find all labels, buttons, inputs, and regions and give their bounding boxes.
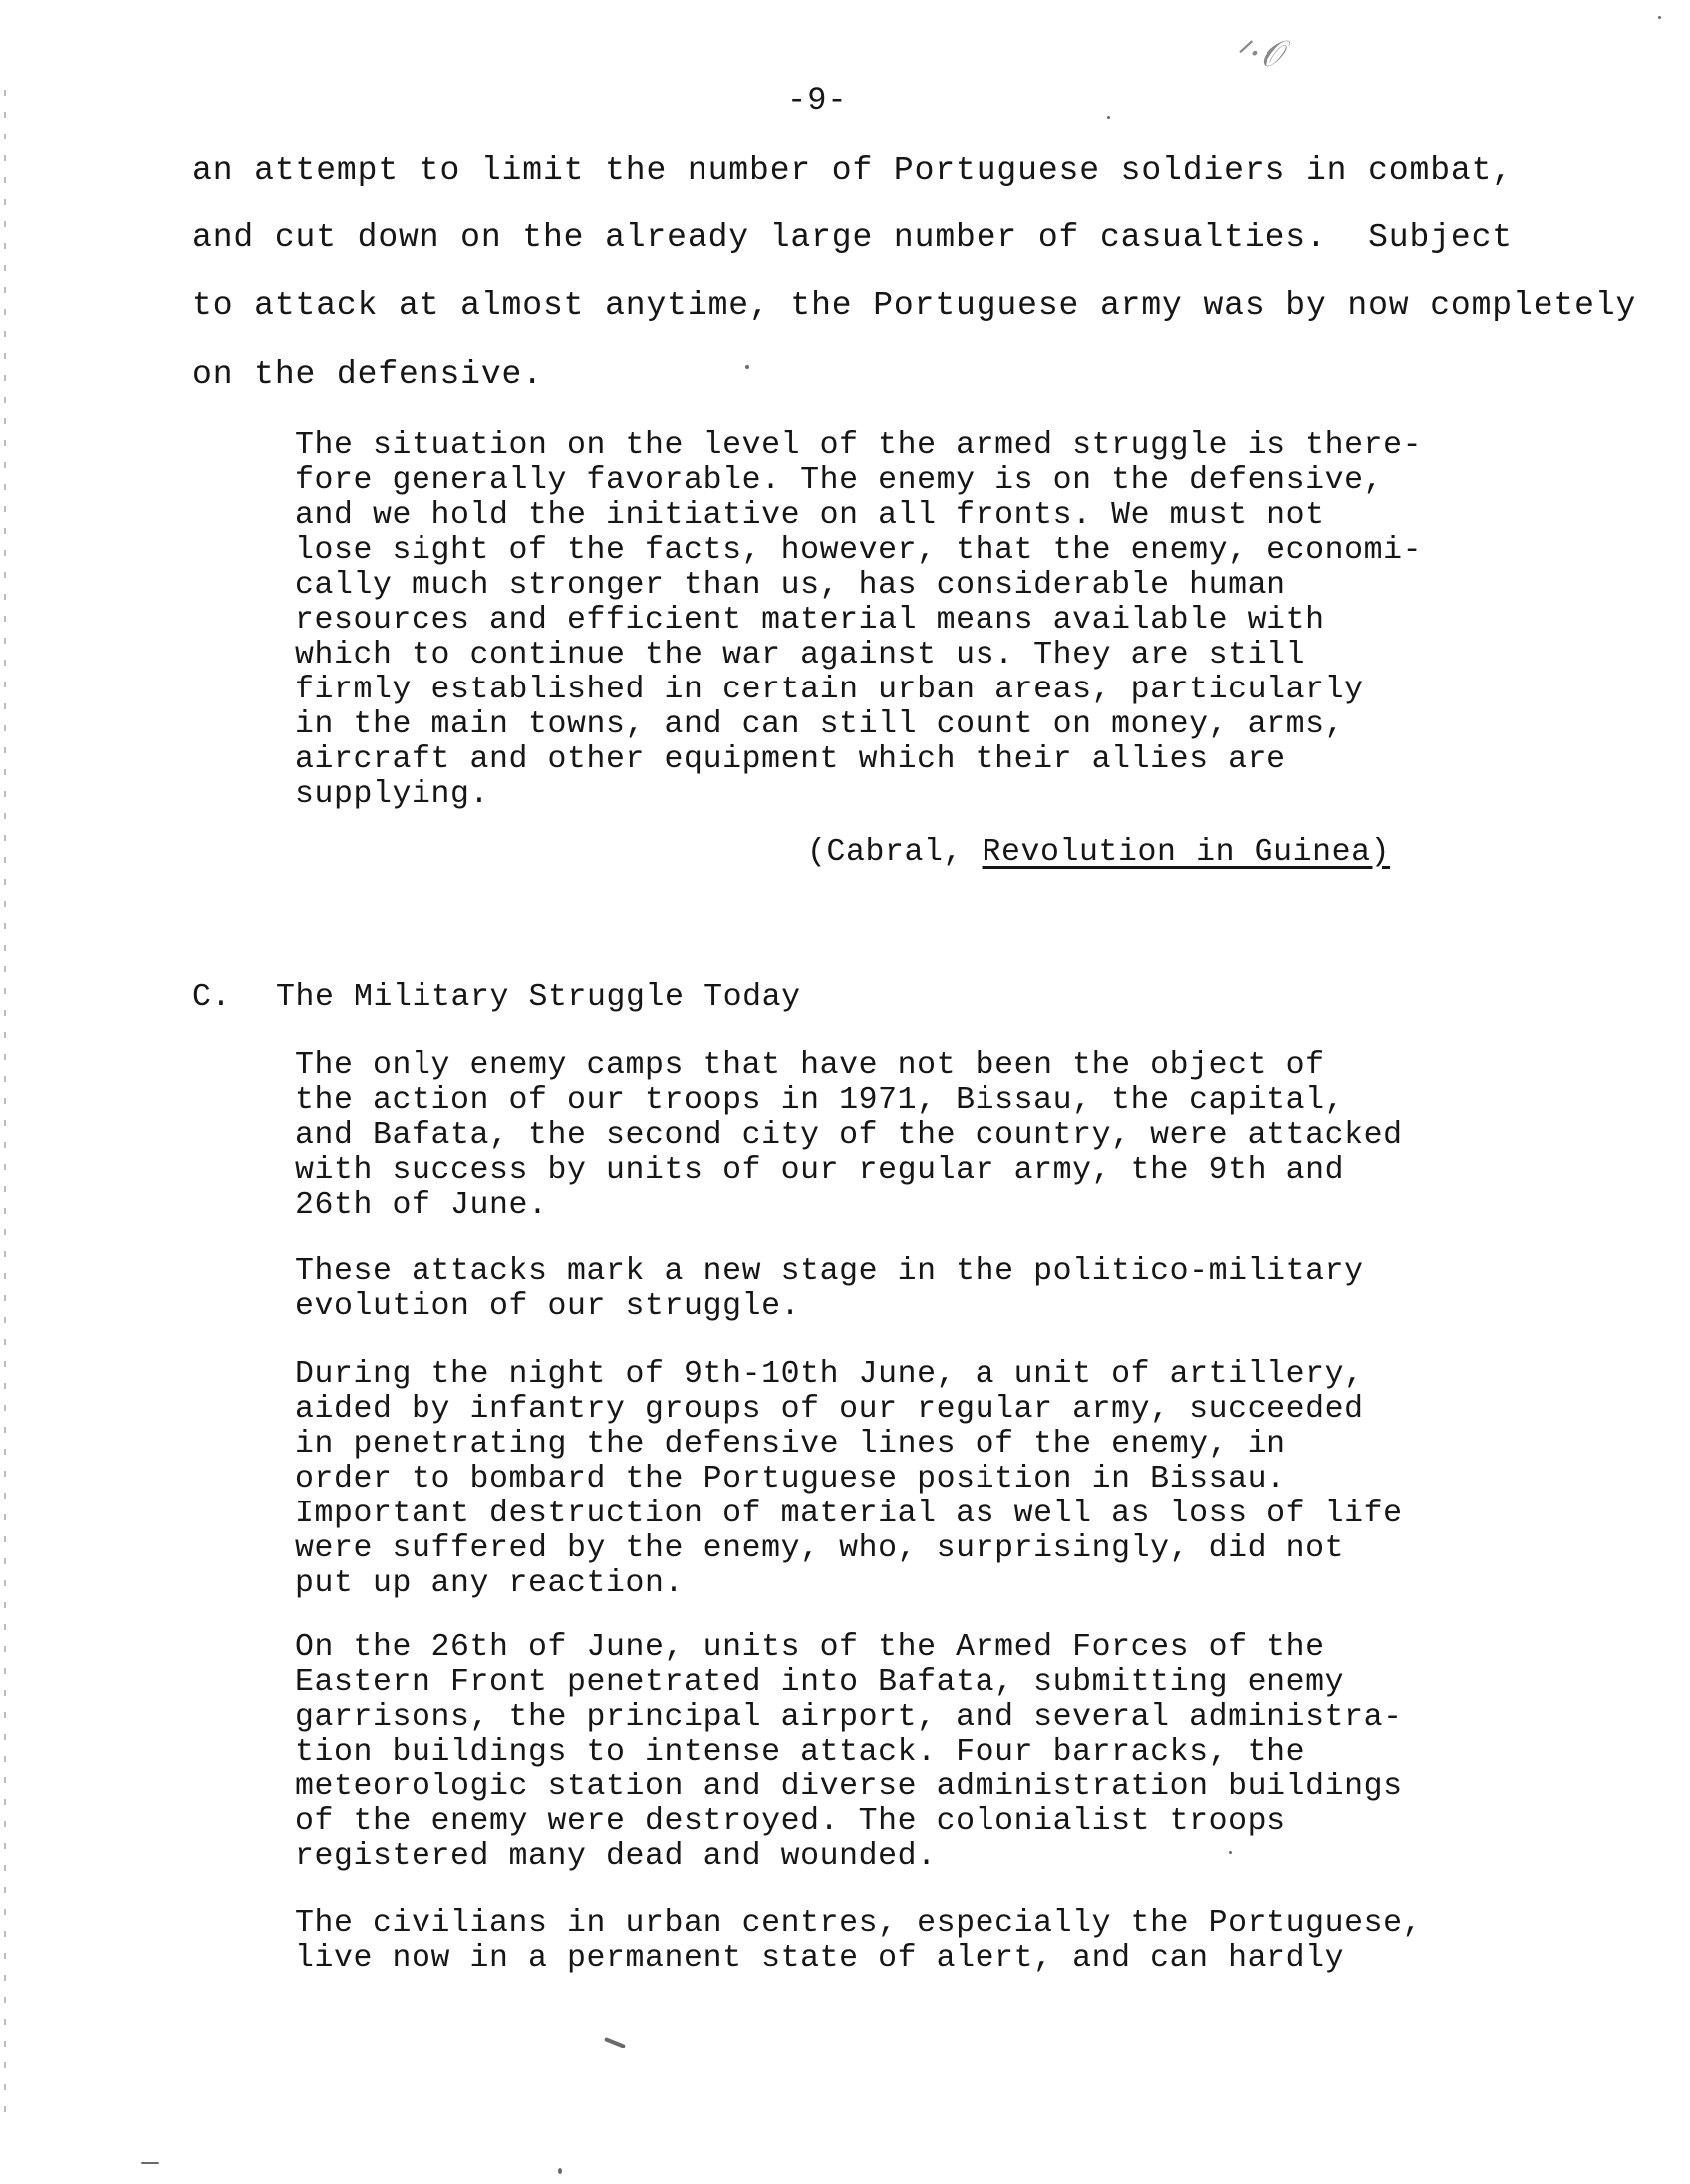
block-quote: The situation on the level of the armed struggle is there- fore generally favorable. The enemy is on the defensive, and we hold the initiative on all fronts. We must not lose sight of the facts, however, that the enemy, economi- cally much stronger than us, has considerable human resources and efficient material means available with which to continue the war against us. They are still firmly established in certain urban areas, particularly in the main towns, and can still count on money, arms, aircraft and other equipment which their allies are supplying. — [295, 428, 1423, 812]
section-paragraph: The only enemy camps that have not been the object of the action of our troops in 1971, Bissau, the capital, and Bafata, the second city of the country, were attacked with success by units of our regular army, the 9th and 26th of June. — [295, 1048, 1403, 1223]
scan-speck — [558, 2168, 562, 2174]
section-paragraph: During the night of 9th-10th June, a unit of artillery, aided by infantry groups of our regular army, succeeded in penetrating the defensive lines of the enemy, in order to bombard the Portuguese position in Bissau. Important destruction of material as well as loss of life were suffered by the enemy, who, surprisingly, did not put up any reaction. — [295, 1357, 1403, 1601]
intro-line: an attempt to limit the number of Portuguese soldiers in combat, — [192, 152, 1514, 189]
section-paragraph: On the 26th of June, units of the Armed Forces of the Eastern Front penetrated into Bafata, submitting enemy garrisons, the principal airport, and several administra- tion buildings to intense attack. Four barracks, the meteorologic station and diverse administration buildings of the enemy were destroyed. The colonialist troops registered many dead and wounded. — [295, 1630, 1403, 1874]
intro-line: and cut down on the already large number of casualties. Subject — [192, 219, 1514, 256]
scan-speck — [141, 2162, 159, 2164]
handwritten-page-mark: ᐟ·𝒪 — [1234, 34, 1283, 75]
scan-speck — [1229, 1851, 1232, 1854]
section-heading — [192, 980, 801, 1015]
scan-speck — [1658, 16, 1661, 19]
quote-citation — [807, 835, 1390, 870]
section-paragraph: The civilians in urban centres, especially the Portuguese, live now in a permanent state of alert, and can hardly — [295, 1906, 1423, 1976]
intro-line: to attack at almost anytime, the Portuguese army was by now completely — [192, 287, 1637, 324]
section-paragraph: These attacks mark a new stage in the politico-military evolution of our struggle. — [295, 1254, 1364, 1324]
section-title: The Military Struggle Today — [276, 980, 801, 1015]
citation-title: Revolution in Guinea) — [982, 835, 1391, 870]
intro-line: on the defensive. — [192, 356, 543, 393]
binder-edge-decoration — [4, 90, 6, 2122]
scan-speck — [1107, 116, 1110, 119]
page-number: -9- — [787, 82, 848, 119]
scan-speck — [604, 2037, 626, 2048]
scan-speck — [745, 365, 749, 369]
section-letter: C. — [192, 980, 232, 1015]
citation-author: (Cabral, — [807, 835, 983, 870]
